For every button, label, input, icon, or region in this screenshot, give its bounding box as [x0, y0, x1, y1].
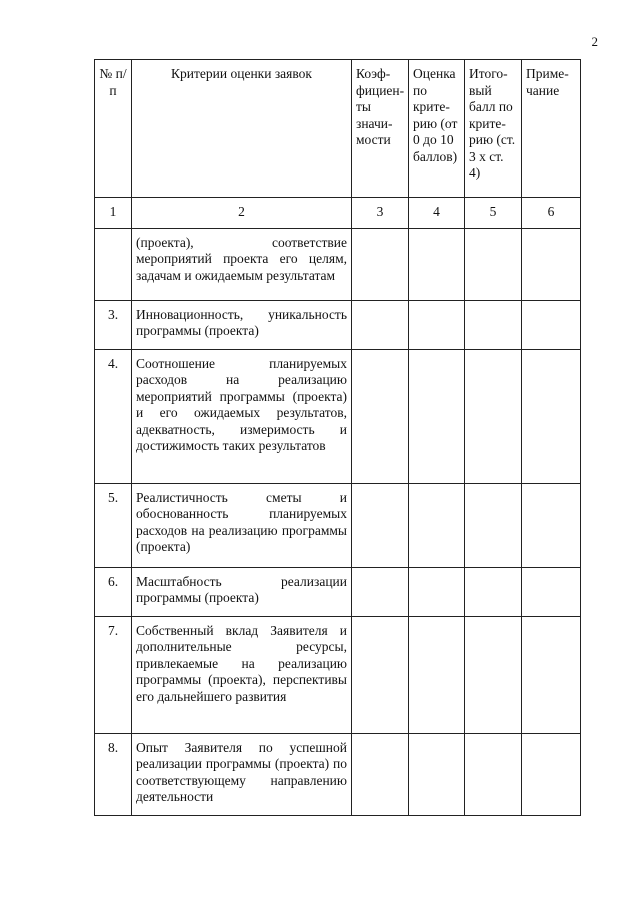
total-cell [465, 483, 522, 567]
score-cell [409, 567, 465, 616]
note-cell [522, 616, 581, 733]
total-cell [465, 733, 522, 815]
criterion-text: Опыт Заявителя по успешной реализации программы (проекта) по соответствующему направлению деятельности [132, 733, 352, 815]
row-number: 4. [95, 349, 132, 483]
criterion-text: Инновационность, уникальность программы (проекта) [132, 300, 352, 349]
header-number: № п/п [95, 60, 132, 198]
note-cell [522, 349, 581, 483]
note-cell [522, 483, 581, 567]
column-number: 5 [465, 198, 522, 229]
column-number: 6 [522, 198, 581, 229]
note-cell [522, 733, 581, 815]
row-number: 7. [95, 616, 132, 733]
criterion-text: (проекта), соответствие мероприятий проекта его целям, задачам и ожидаемым результатам [132, 228, 352, 300]
row-number: 5. [95, 483, 132, 567]
score-cell [409, 300, 465, 349]
score-cell [409, 483, 465, 567]
score-cell [409, 733, 465, 815]
criteria-rows [95, 228, 581, 815]
criterion-text: Собственный вклад Заявителя и дополнительные ресурсы, привлекаемые на реализацию программы (проекта), перспективы его дальнейшего развития [132, 616, 352, 733]
column-number: 2 [132, 198, 352, 229]
header-note: Приме-чание [522, 60, 581, 198]
note-cell [522, 228, 581, 300]
coefficient-cell [352, 567, 409, 616]
column-number: 4 [409, 198, 465, 229]
coefficient-cell [352, 228, 409, 300]
table-row [95, 616, 581, 733]
row-number: 8. [95, 733, 132, 815]
column-number: 1 [95, 198, 132, 229]
criterion-text: Соотношение планируемых расходов на реализацию мероприятий программы (проекта) и его ожидаемых результатов, адекватность, измеримость и достижимость таких результатов [132, 349, 352, 483]
score-cell [409, 228, 465, 300]
row-number [95, 228, 132, 300]
note-cell [522, 567, 581, 616]
table-row [95, 349, 581, 483]
criterion-text: Масштабность реализации программы (проекта) [132, 567, 352, 616]
page-number: 2 [591, 34, 598, 49]
header-row [95, 60, 581, 198]
total-cell [465, 300, 522, 349]
criterion-text: Реалистичность сметы и обоснованность планируемых расходов на реализацию программы (проекта) [132, 483, 352, 567]
score-cell [409, 616, 465, 733]
table-row [95, 228, 581, 300]
table-row [95, 300, 581, 349]
header-coefficient: Коэф-фициен-ты значи-мости [352, 60, 409, 198]
column-number: 3 [352, 198, 409, 229]
coefficient-cell [352, 483, 409, 567]
total-cell [465, 567, 522, 616]
header-score: Оценка по крите-рию (от 0 до 10 баллов) [409, 60, 465, 198]
row-number: 6. [95, 567, 132, 616]
coefficient-cell [352, 733, 409, 815]
criteria-table [94, 59, 581, 816]
coefficient-cell [352, 300, 409, 349]
table-row [95, 483, 581, 567]
table-row [95, 567, 581, 616]
coefficient-cell [352, 349, 409, 483]
note-cell [522, 300, 581, 349]
row-number: 3. [95, 300, 132, 349]
coefficient-cell [352, 616, 409, 733]
header-criteria: Критерии оценки заявок [132, 60, 352, 198]
total-cell [465, 349, 522, 483]
table-row [95, 733, 581, 815]
score-cell [409, 349, 465, 483]
total-cell [465, 228, 522, 300]
header-total: Итого-вый балл по крите-рию (ст. 3 х ст. 4) [465, 60, 522, 198]
column-number-row [95, 198, 581, 229]
total-cell [465, 616, 522, 733]
